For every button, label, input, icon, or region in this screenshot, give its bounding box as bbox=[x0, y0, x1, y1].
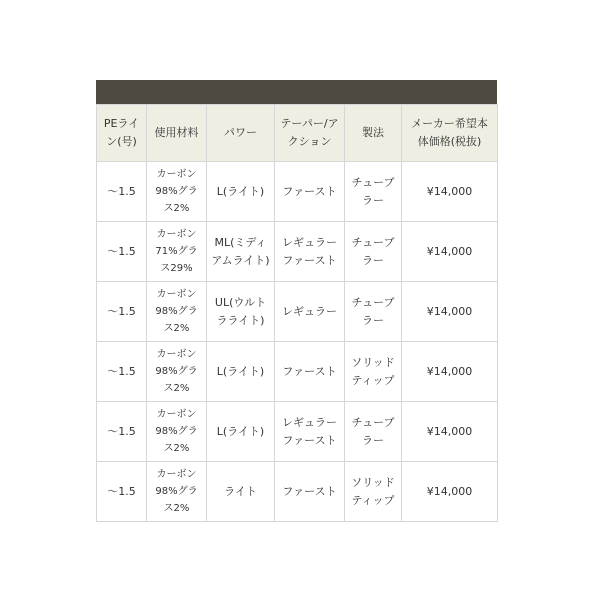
cell-taper-action: ファースト bbox=[275, 342, 345, 402]
cell-material: カーボン98%グラス2% bbox=[147, 462, 207, 522]
cell-power: L(ライト) bbox=[207, 342, 275, 402]
cell-taper-action: レギュラーファースト bbox=[275, 222, 345, 282]
cell-method: チューブラー bbox=[345, 282, 402, 342]
cell-price: ¥14,000 bbox=[402, 342, 498, 402]
cell-pe-line: 〜1.5 bbox=[97, 342, 147, 402]
cell-pe-line: 〜1.5 bbox=[97, 222, 147, 282]
cell-pe-line: 〜1.5 bbox=[97, 402, 147, 462]
cell-material: カーボン98%グラス2% bbox=[147, 162, 207, 222]
header-material: 使用材料 bbox=[147, 105, 207, 162]
cell-method: ソリッドティップ bbox=[345, 342, 402, 402]
cell-material: カーボン98%グラス2% bbox=[147, 282, 207, 342]
cell-taper-action: レギュラーファースト bbox=[275, 402, 345, 462]
cell-price: ¥14,000 bbox=[402, 402, 498, 462]
header-price: メーカー希望本体価格(税抜) bbox=[402, 105, 498, 162]
cell-method: チューブラー bbox=[345, 222, 402, 282]
cell-price: ¥14,000 bbox=[402, 222, 498, 282]
cell-taper-action: ファースト bbox=[275, 462, 345, 522]
table-row bbox=[97, 222, 498, 282]
cell-pe-line: 〜1.5 bbox=[97, 462, 147, 522]
table-header-row bbox=[97, 105, 498, 162]
cell-power: UL(ウルトラライト) bbox=[207, 282, 275, 342]
cell-price: ¥14,000 bbox=[402, 282, 498, 342]
cell-material: カーボン98%グラス2% bbox=[147, 402, 207, 462]
cell-taper-action: ファースト bbox=[275, 162, 345, 222]
cell-power: ML(ミディアムライト) bbox=[207, 222, 275, 282]
cell-material: カーボン98%グラス2% bbox=[147, 342, 207, 402]
table-row bbox=[97, 402, 498, 462]
cell-method: チューブラー bbox=[345, 162, 402, 222]
cell-power: ライト bbox=[207, 462, 275, 522]
header-taper-action: テーパー/アクション bbox=[275, 105, 345, 162]
header-method: 製法 bbox=[345, 105, 402, 162]
table-row bbox=[97, 462, 498, 522]
table-title-bar bbox=[96, 80, 497, 104]
cell-pe-line: 〜1.5 bbox=[97, 282, 147, 342]
cell-method: チューブラー bbox=[345, 402, 402, 462]
cell-pe-line: 〜1.5 bbox=[97, 162, 147, 222]
header-pe-line: PEライン(号) bbox=[97, 105, 147, 162]
table-row bbox=[97, 162, 498, 222]
cell-power: L(ライト) bbox=[207, 162, 275, 222]
cell-material: カーボン71%グラス29% bbox=[147, 222, 207, 282]
spec-table bbox=[96, 104, 498, 522]
header-power: パワー bbox=[207, 105, 275, 162]
cell-power: L(ライト) bbox=[207, 402, 275, 462]
table-row bbox=[97, 282, 498, 342]
table-row bbox=[97, 342, 498, 402]
cell-price: ¥14,000 bbox=[402, 462, 498, 522]
cell-method: ソリッドティップ bbox=[345, 462, 402, 522]
spec-table-container bbox=[96, 80, 497, 522]
cell-taper-action: レギュラー bbox=[275, 282, 345, 342]
cell-price: ¥14,000 bbox=[402, 162, 498, 222]
